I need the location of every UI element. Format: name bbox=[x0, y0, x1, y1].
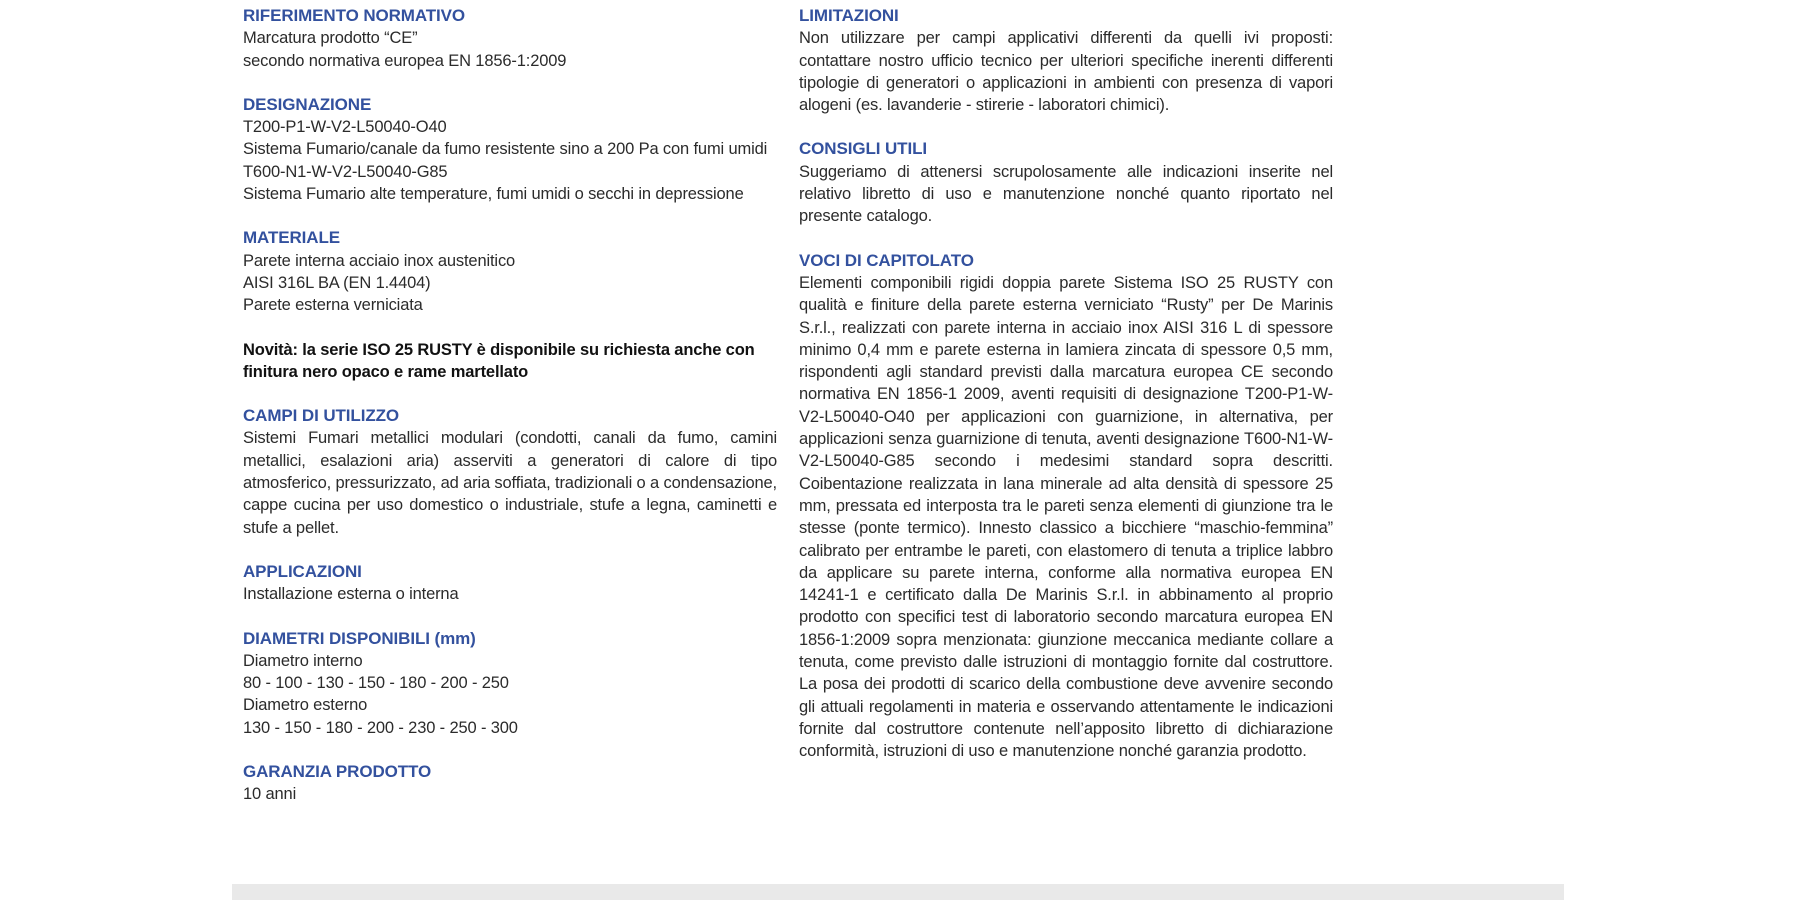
section bbox=[799, 5, 1333, 116]
section-line: 10 anni bbox=[243, 785, 297, 804]
section-line: secondo normativa europea EN 1856-1:2009 bbox=[243, 51, 567, 70]
section bbox=[243, 628, 777, 739]
bold-note: Novità: la serie ISO 25 RUSTY è disponibile su richiesta anche con finitura nero opaco e rame martellato bbox=[243, 340, 755, 381]
section-heading: CAMPI DI UTILIZZO bbox=[243, 406, 400, 426]
section-paragraph: Non utilizzare per campi applicativi differenti da quelli ivi proposti: contattare nostro ufficio tecnico per ulteriori specifiche inerenti differenti tipologie di generatori o applicazioni in ambienti con presenza di vapori alogeni (es. lavanderie - stirerie - laboratori chimici). bbox=[799, 29, 1333, 115]
section bbox=[243, 405, 777, 539]
section bbox=[243, 227, 777, 316]
section-line: 130 - 150 - 180 - 200 - 230 - 250 - 300 bbox=[243, 718, 518, 737]
section-heading: RIFERIMENTO NORMATIVO bbox=[243, 6, 466, 25]
section-heading: GARANZIA PRODOTTO bbox=[243, 762, 432, 782]
section-heading: CONSIGLI UTILI bbox=[799, 139, 927, 159]
section-line: Sistema Fumario alte temperature, fumi umidi o secchi in depressione bbox=[243, 185, 744, 204]
section-line: Diametro esterno bbox=[243, 696, 368, 715]
section-line: Marcatura prodotto “CE” bbox=[243, 29, 418, 48]
section-line: T200-P1-W-V2-L50040-O40 bbox=[243, 118, 447, 137]
section bbox=[799, 250, 1333, 763]
section-line: AISI 316L BA (EN 1.4404) bbox=[243, 273, 431, 292]
section bbox=[799, 138, 1333, 227]
section-paragraph: Sistemi Fumari metallici modulari (condotti, canali da fumo, camini metallici, esalazioni aria) asserviti a generatori di calore di tipo atmosferico, pressurizzato, ad aria soffiata, tradizionali o a condensazione, cappe cucina per uso domestico o industriale, stufe a legna, caminetti e stufe a pellet. bbox=[243, 429, 777, 537]
section-heading: LIMITAZIONI bbox=[799, 6, 899, 25]
section-heading: MATERIALE bbox=[243, 228, 340, 248]
section-heading: DESIGNAZIONE bbox=[243, 94, 372, 114]
section-heading: DIAMETRI DISPONIBILI (mm) bbox=[243, 628, 476, 648]
section-line: Parete esterna verniciata bbox=[243, 296, 423, 315]
section bbox=[243, 94, 777, 205]
section-paragraph: Suggeriamo di attenersi scrupolosamente alle indicazioni inserite nel relativo libretto di uso e manutenzione nonché quanto riportato nel presente catalogo. bbox=[799, 162, 1333, 226]
section-line: Installazione esterna o interna bbox=[243, 585, 459, 604]
two-column-content bbox=[243, 5, 1333, 828]
section bbox=[243, 761, 777, 806]
section-heading: APPLICAZIONI bbox=[243, 561, 362, 581]
left-column bbox=[243, 5, 777, 828]
section-line: 80 - 100 - 130 - 150 - 180 - 200 - 250 bbox=[243, 674, 509, 693]
section-line: T600-N1-W-V2-L50040-G85 bbox=[243, 162, 448, 181]
section-line: Parete interna acciaio inox austenitico bbox=[243, 251, 516, 270]
section bbox=[243, 561, 777, 606]
section-line: Diametro interno bbox=[243, 651, 363, 670]
section-paragraph: Elementi componibili rigidi doppia parete Sistema ISO 25 RUSTY con qualità e finiture della parete esterna verniciato “Rusty” per De Marinis S.r.l., realizzati con parete interna in acciaio inox AISI 316 L di spessore minimo 0,4 mm e parete esterna in lamiera zincata di spessore 0,5 mm, rispondenti agli standard previsti dalla marcatura europea CE secondo normativa EN 1856-1 2009, aventi requisiti di designazione T200-P1-W-V2-L50040-O40 per applicazioni con guarnizione, in alternativa, per applicazioni senza guarnizione di tenuta, aventi designazione T600-N1-W-V2-L50040-G85 secondo i medesimi standard sopra descritti. Coibentazione realizzata in lana minerale ad alta densità di spessore 25 mm, pressata ed interposta tra le pareti senza elementi di giunzione tra le stesse (ponte termico). Innesto classico a bicchiere “maschio-femmina” calibrato per entrambe le pareti, con elastomero di tenuta a triplice labbro da applicare su parete interna, conforme alla normativa europea EN 14241-1 e certificato dalla De Marinis S.r.l. in abbinamento al proprio prodotto con specifici test di laboratorio secondo marcatura europea EN 1856-1:2009 sopra menzionata: giunzione meccanica mediante collare a tenuta, come previsto dalle istruzioni di montaggio fornite dal costruttore. La posa dei prodotti di scarico della combustione deve avvenire secondo gli attuali regolamenti in materia e osservando attentamente le indicazioni fornite dal costruttore contenute nell’apposito libretto di dichiarazione conformità, istruzioni di uso e manutenzione nonché garanzia prodotto. bbox=[799, 273, 1333, 761]
right-column bbox=[799, 5, 1333, 828]
page-bottom-strip bbox=[232, 884, 1564, 900]
section bbox=[243, 5, 777, 72]
section-heading: VOCI DI CAPITOLATO bbox=[799, 250, 974, 270]
section-line: Sistema Fumario/canale da fumo resistente sino a 200 Pa con fumi umidi bbox=[243, 140, 768, 159]
